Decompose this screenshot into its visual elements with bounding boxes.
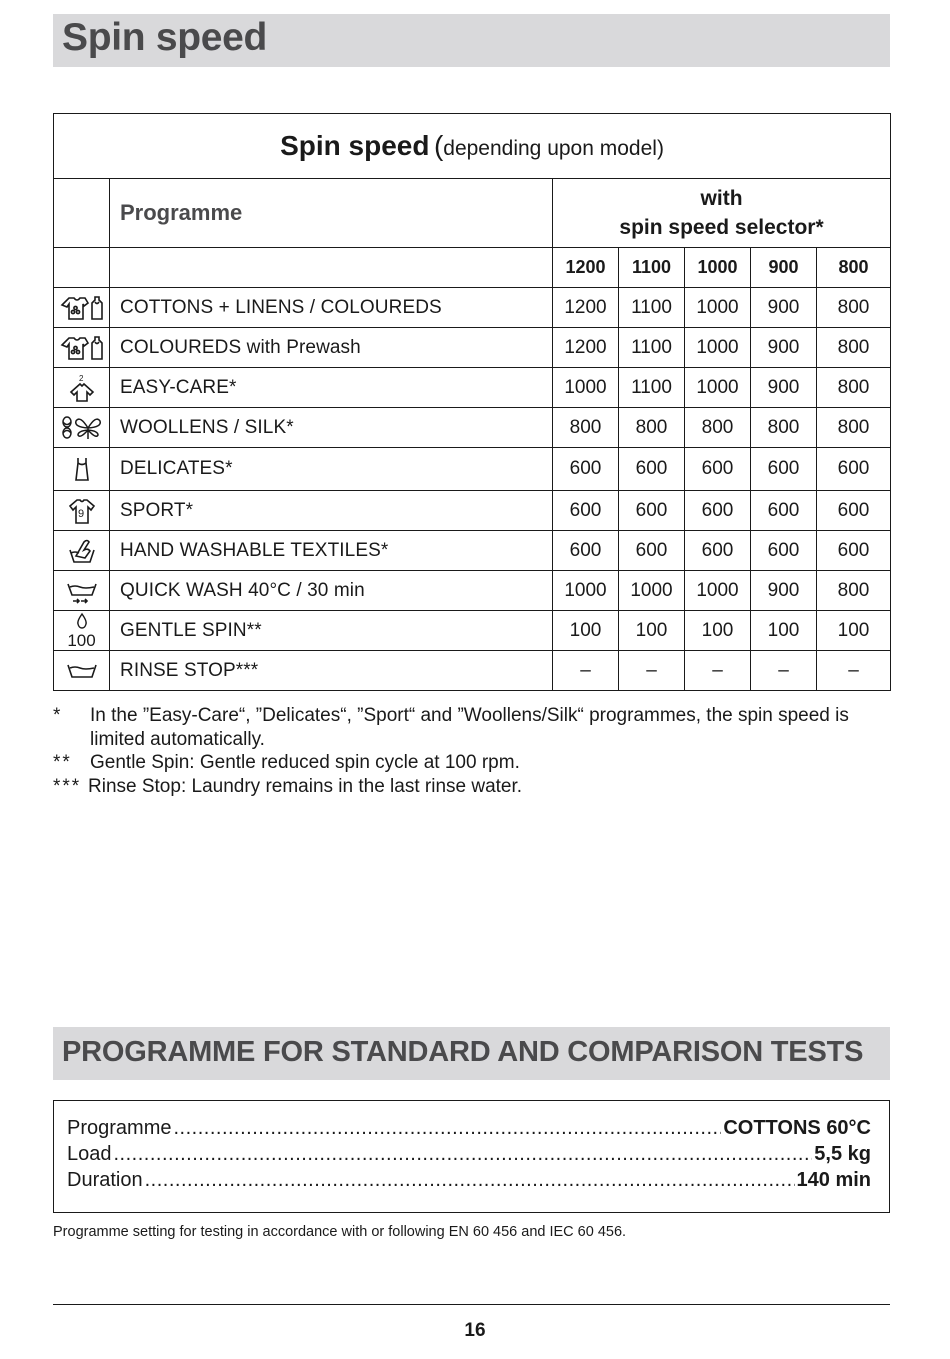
speed-value: 900 [751, 328, 817, 368]
standard-tests-box [53, 1100, 890, 1213]
standard-tests-title-bar [53, 1027, 890, 1080]
footer-divider [53, 1304, 890, 1305]
page-number: 16 [464, 1320, 486, 1341]
speed-value: – [685, 651, 751, 691]
speed-value: 600 [817, 491, 891, 531]
speed-value: 1000 [685, 328, 751, 368]
svg-text:2: 2 [78, 373, 83, 383]
speed-value: 100 [685, 611, 751, 651]
speed-value: – [751, 651, 817, 691]
speed-value: – [817, 651, 891, 691]
page-title: Spin speed [62, 16, 268, 59]
test-row-duration: Duration ..... 140 min [67, 1169, 871, 1195]
speed-value: 900 [751, 571, 817, 611]
section-title-bar [53, 14, 890, 67]
hand-wash-icon [66, 536, 98, 566]
speed-value: 1100 [619, 368, 685, 408]
programme-name: DELICATES* [110, 448, 553, 491]
speed-value: 1000 [685, 368, 751, 408]
standard-tests-title: PROGRAMME FOR STANDARD AND COMPARISON TESTS [62, 1036, 864, 1068]
speed-value: 800 [817, 408, 891, 448]
easy-care-icon [67, 373, 97, 403]
table-row [54, 571, 891, 611]
quick-wash-icon [65, 576, 99, 606]
table-row [54, 491, 891, 531]
programme-name: WOOLLENS / SILK* [110, 408, 553, 448]
spin-speed-table [53, 113, 891, 691]
speed-value: 1100 [619, 328, 685, 368]
programme-name: COTTONS + LINENS / COLOUREDS [110, 288, 553, 328]
speed-value: 800 [685, 408, 751, 448]
speed-value: 600 [553, 448, 619, 491]
programme-name: EASY-CARE* [110, 368, 553, 408]
table-notes [53, 704, 893, 798]
speed-value: 600 [817, 531, 891, 571]
speed-value: 600 [751, 531, 817, 571]
speed-header: 1200 [553, 248, 619, 288]
table-row [54, 448, 891, 491]
delicates-icon [70, 454, 94, 484]
programme-name: GENTLE SPIN** [110, 611, 553, 651]
speed-value: 800 [751, 408, 817, 448]
speed-value: 1000 [553, 571, 619, 611]
cottons-icon [59, 293, 105, 323]
speed-value: 1000 [685, 288, 751, 328]
speed-value: 600 [685, 448, 751, 491]
programme-name: QUICK WASH 40°C / 30 min [110, 571, 553, 611]
icon-header-cell [54, 179, 110, 248]
speed-value: 600 [619, 531, 685, 571]
programme-name: HAND WASHABLE TEXTILES* [110, 531, 553, 571]
gentle-spin-icon-label: 100 [67, 630, 96, 650]
table-row [54, 368, 891, 408]
speed-value: 900 [751, 368, 817, 408]
speed-value: 100 [817, 611, 891, 651]
speed-value: 800 [817, 288, 891, 328]
note-item: ** Gentle Spin: Gentle reduced spin cycle at 100 rpm. [53, 752, 520, 773]
speed-value: 600 [685, 531, 751, 571]
speed-value: – [553, 651, 619, 691]
speed-header: 1100 [619, 248, 685, 288]
note-item: *** Rinse Stop: Laundry remains in the last rinse water. [53, 775, 523, 797]
selector-header: with spin speed selector* [553, 179, 891, 248]
programme-name: COLOUREDS with Prewash [110, 328, 553, 368]
speed-value: 1000 [553, 368, 619, 408]
speed-value: 600 [751, 491, 817, 531]
speed-value: 800 [817, 368, 891, 408]
speed-header: 1000 [685, 248, 751, 288]
speed-header: 800 [817, 248, 891, 288]
note-item: * In the ”Easy-Care“, ”Delicates“, ”Sport“ and ”Woollens/Silk“ programmes, the spin speed is limited automatically. [53, 705, 849, 750]
test-row-load: Load ..... 5,5 kg [67, 1143, 871, 1169]
speed-value: 600 [619, 448, 685, 491]
speed-value: 600 [553, 531, 619, 571]
speed-value: 1200 [553, 328, 619, 368]
speed-value: 800 [817, 328, 891, 368]
programme-name: SPORT* [110, 491, 553, 531]
speed-value: 1000 [685, 571, 751, 611]
speed-value: 600 [685, 491, 751, 531]
test-row-programme: Programme ..... COTTONS 60°C [67, 1117, 871, 1143]
woollens-silk-icon [58, 413, 106, 443]
speed-value: 100 [751, 611, 817, 651]
speed-value: 600 [817, 448, 891, 491]
rinse-stop-icon [65, 660, 99, 682]
speed-value: 1200 [553, 288, 619, 328]
table-row [54, 408, 891, 448]
speed-value: 100 [619, 611, 685, 651]
speed-value: 800 [619, 408, 685, 448]
speed-value: 1000 [619, 571, 685, 611]
coloureds-prewash-icon [59, 333, 105, 363]
table-row [54, 328, 891, 368]
table-row [54, 531, 891, 571]
testing-footnote: Programme setting for testing in accordance with or following EN 60 456 and IEC 60 456. [53, 1224, 627, 1240]
table-row [54, 651, 891, 691]
speed-value: 600 [619, 491, 685, 531]
speed-value: 100 [553, 611, 619, 651]
sport-icon [67, 496, 97, 526]
programme-header: Programme [110, 179, 553, 248]
table-caption: Spin speed (depending upon model) [54, 114, 891, 179]
speed-value: 600 [751, 448, 817, 491]
speed-value: – [619, 651, 685, 691]
speed-value: 900 [751, 288, 817, 328]
speed-value: 600 [553, 491, 619, 531]
gentle-spin-icon [54, 612, 109, 650]
speed-value: 1100 [619, 288, 685, 328]
speed-value: 800 [817, 571, 891, 611]
svg-text:9: 9 [77, 507, 84, 520]
table-row [54, 611, 891, 651]
programme-name: RINSE STOP*** [110, 651, 553, 691]
table-row [54, 288, 891, 328]
speed-value: 800 [553, 408, 619, 448]
speed-header: 900 [751, 248, 817, 288]
